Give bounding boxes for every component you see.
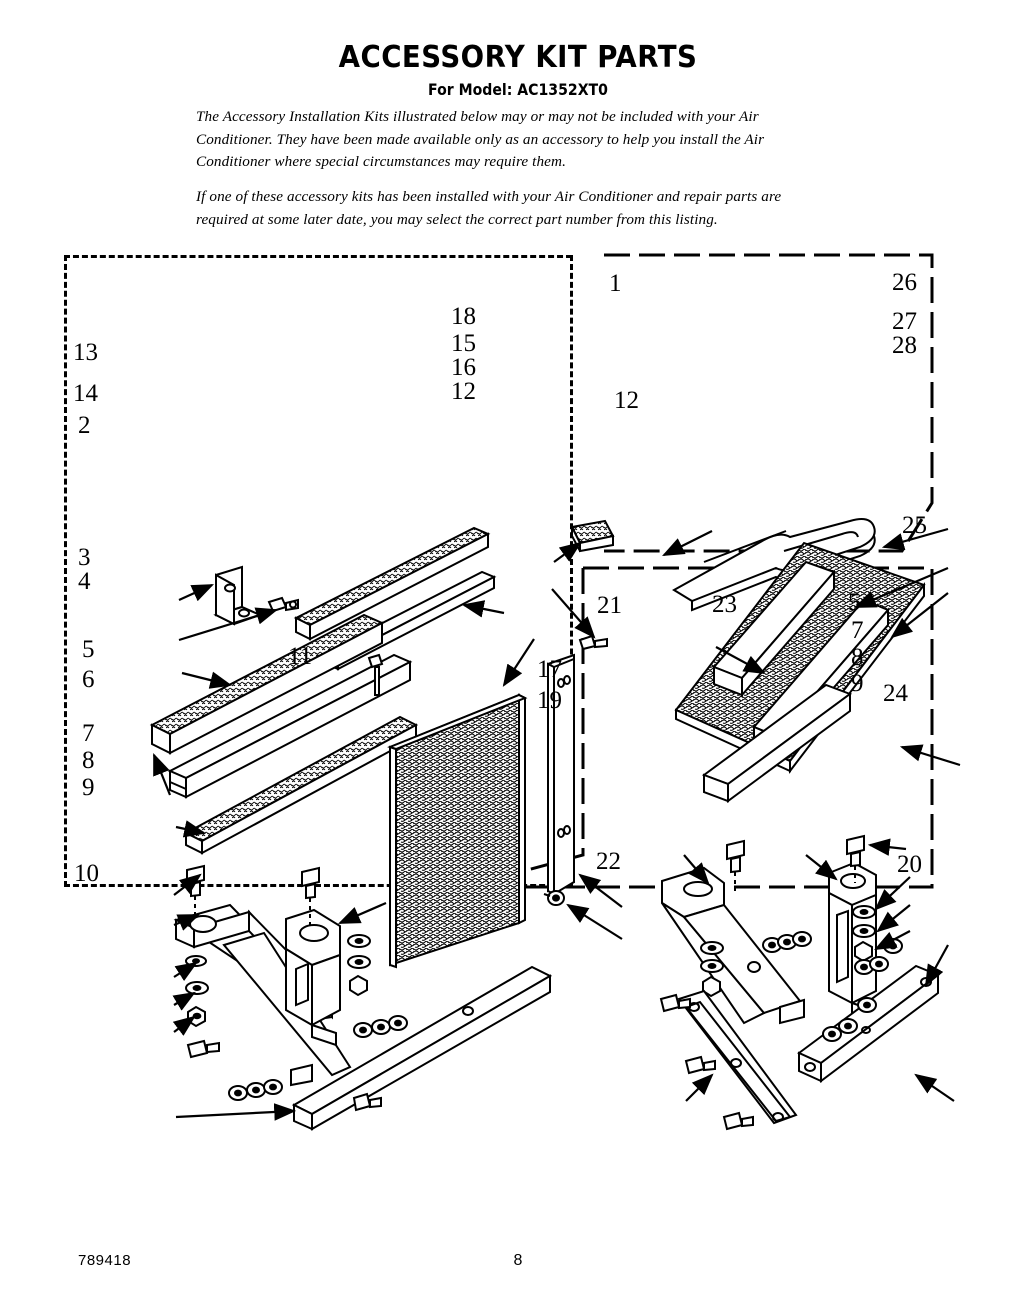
exploded-parts-diagram [64,255,932,887]
callout-12: 12 [451,378,476,405]
callout-7: 7 [851,617,864,644]
callout-17: 17 [537,656,562,683]
callout-18: 18 [451,303,476,330]
callout-4: 4 [78,568,91,595]
callout-5: 5 [82,636,95,663]
callout-3: 3 [78,544,91,571]
callout-19: 19 [537,687,562,714]
callout-28: 28 [892,332,917,359]
callout-6: 6 [82,666,95,693]
diagram-line-art [64,255,932,887]
callout-10: 10 [74,860,99,887]
callout-5: 5 [848,589,861,616]
callout-25: 25 [902,512,927,539]
footer-page-number: 8 [513,1252,523,1269]
callout-13: 13 [73,339,98,366]
callout-2: 2 [78,412,91,439]
intro-paragraph-2: If one of these accessory kits has been installed with your Air Conditioner and repair parts are required at some later date, you may select the correct part number from this listing. [196,188,782,228]
callout-12: 12 [614,387,639,414]
callout-20: 20 [897,851,922,878]
callout-8: 8 [851,644,864,671]
callout-27: 27 [892,308,917,335]
callout-7: 7 [82,720,95,747]
callout-22: 22 [596,848,621,875]
callout-21: 21 [597,592,622,619]
model-subtitle: For Model: AC1352XT0 [428,80,608,99]
callout-8: 8 [82,747,95,774]
callout-24: 24 [883,680,908,707]
callout-1: 1 [609,270,622,297]
footer-publication-code: 789418 [78,1252,132,1269]
callout-11: 11 [288,643,313,670]
intro-paragraph-1: The Accessory Installation Kits illustrated below may or may not be included with your Air Conditioner. They have been made available only as an accessory to help you install the Air Conditioner where special circumstances may require them. [196,108,765,170]
callout-15: 15 [451,330,476,357]
callout-9: 9 [82,774,95,801]
callout-9: 9 [851,670,864,697]
page-title: ACCESSORY KIT PARTS [338,40,698,75]
callout-23: 23 [712,591,737,618]
callout-26: 26 [892,269,917,296]
callout-14: 14 [73,380,98,407]
callout-16: 16 [451,354,476,381]
